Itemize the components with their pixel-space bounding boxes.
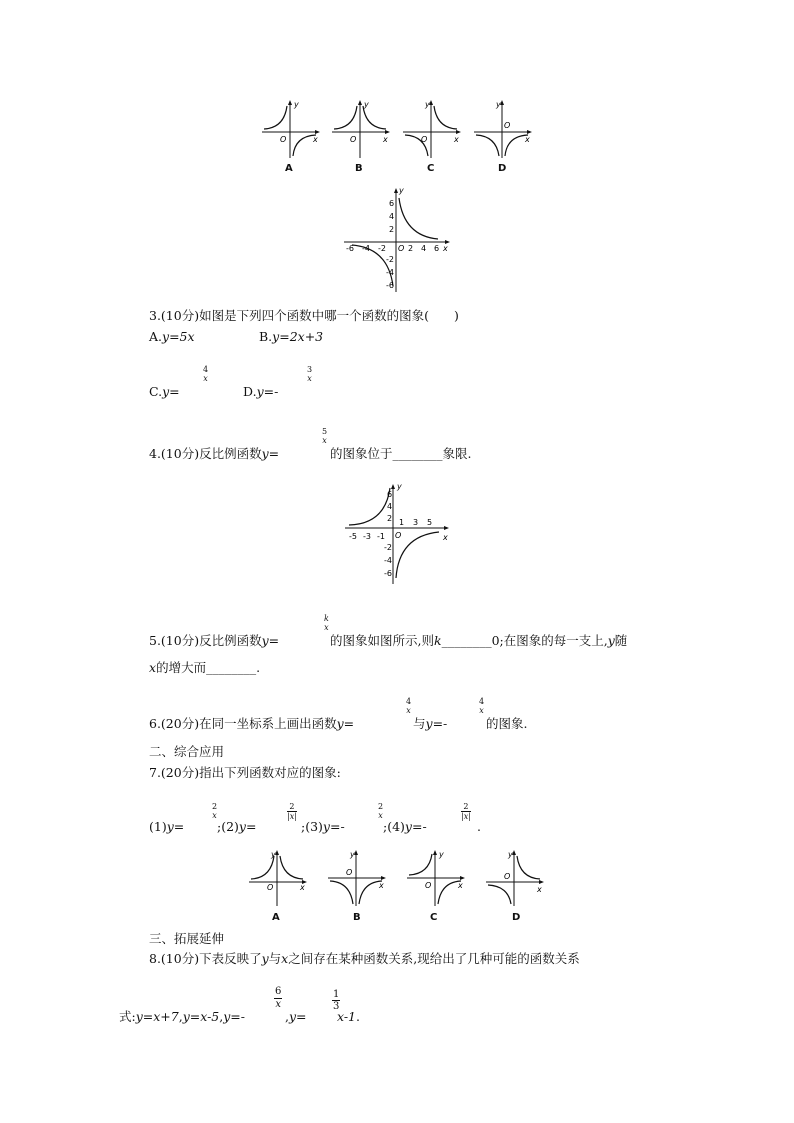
svg-text:O: O: [346, 868, 353, 877]
q3-c-fraction: 4 x: [203, 365, 209, 383]
label-c-top: C: [427, 163, 435, 174]
svg-text:-2: -2: [378, 244, 386, 253]
svg-text:O: O: [395, 531, 402, 540]
q6-mid: 与y=-: [413, 716, 448, 731]
svg-text:-4: -4: [384, 556, 392, 565]
label-b-q7: B: [353, 912, 361, 923]
q6-fraction-1: 4 x: [406, 697, 412, 715]
q8-line2: 式:y=x+7,y=x-5,y=-: [119, 1009, 246, 1024]
q7-fraction-3: 2 x: [378, 802, 384, 820]
graph-c-top: [403, 98, 463, 160]
svg-text:-5: -5: [349, 532, 357, 541]
q5-line1-rest: 的图象如图所示,则k________0;在图象的每一支上,y随: [330, 633, 628, 648]
section-2-heading: 二、综合应用: [149, 744, 225, 759]
q5-line2: x的增大而________.: [149, 660, 261, 675]
svg-text:-2: -2: [386, 255, 394, 264]
svg-text:x: x: [300, 883, 305, 892]
svg-text:O: O: [421, 135, 428, 144]
svg-text:y: y: [439, 850, 444, 859]
svg-text:2: 2: [389, 225, 395, 234]
axis-x: x: [313, 135, 318, 144]
graph-b-top: [332, 98, 392, 160]
q3-option-d: D.y=-: [243, 384, 279, 399]
svg-text:x: x: [443, 533, 448, 542]
q5-figure: [343, 480, 455, 586]
svg-text:y: y: [496, 100, 501, 109]
svg-text:-2: -2: [384, 543, 392, 552]
q7-items: (1)y=: [149, 819, 185, 834]
q6-fraction-2: 4 x: [479, 697, 485, 715]
q4-text: 4.(10分)反比例函数y=: [149, 446, 280, 461]
svg-text:x: x: [379, 881, 384, 890]
svg-text:O: O: [504, 121, 511, 130]
q8-fraction-1-3: 1 3: [333, 989, 340, 1012]
graph-a-q7: [249, 848, 309, 908]
q3-option-b: B.y=2x+3: [259, 329, 324, 344]
svg-text:-4: -4: [362, 244, 370, 253]
q3-stem: 3.(10分)如图是下列四个函数中哪一个函数的图象( ): [149, 308, 459, 323]
graph-b-q7: [328, 848, 388, 908]
label-b-top: B: [355, 163, 363, 174]
q7-stem: 7.(20分)指出下列函数对应的图象:: [149, 765, 341, 780]
q6-post: 的图象.: [486, 716, 528, 731]
svg-text:4: 4: [387, 502, 393, 511]
svg-text:O: O: [398, 244, 405, 253]
q3-d-fraction: 3 x: [307, 365, 313, 383]
svg-text:x: x: [383, 135, 388, 144]
svg-text:O: O: [425, 881, 432, 890]
svg-text:-6: -6: [384, 569, 392, 578]
q7-fraction-1: 2 x: [212, 802, 218, 820]
svg-text:-3: -3: [363, 532, 371, 541]
svg-text:y: y: [397, 482, 402, 491]
svg-text:1: 1: [399, 518, 405, 527]
svg-text:x: x: [458, 881, 463, 890]
svg-text:y: y: [508, 850, 513, 859]
svg-text:x: x: [537, 885, 542, 894]
svg-text:2: 2: [408, 244, 414, 253]
svg-text:y: y: [364, 100, 369, 109]
svg-text:y: y: [425, 100, 430, 109]
label-d-top: D: [498, 163, 507, 174]
section-3-heading: 三、拓展延伸: [149, 931, 225, 946]
axis-o: O: [280, 135, 287, 144]
svg-text:x: x: [525, 135, 530, 144]
graph-d-q7: [486, 848, 546, 908]
q8-line1: 8.(10分)下表反映了y与x之间存在某种函数关系,现给出了几种可能的函数关系: [149, 951, 580, 966]
svg-text:O: O: [267, 883, 274, 892]
q3-option-a: A.y=5x: [149, 329, 195, 344]
q5-line1: 5.(10分)反比例函数y=: [149, 633, 280, 648]
label-d-q7: D: [512, 912, 521, 923]
label-a-q7: A: [272, 912, 280, 923]
q7-fraction-2: 2 |x|: [287, 802, 297, 821]
q4-fraction: 5 x: [322, 427, 328, 445]
q3-figure: [342, 184, 454, 294]
svg-text:y: y: [271, 850, 276, 859]
axis-y: y: [294, 100, 299, 109]
label-a-top: A: [285, 163, 293, 174]
q5-fraction: k x: [324, 614, 329, 632]
graph-d-top: [474, 98, 534, 160]
svg-text:O: O: [350, 135, 357, 144]
svg-text:6: 6: [434, 244, 440, 253]
svg-text:O: O: [504, 872, 511, 881]
svg-text:-1: -1: [377, 532, 385, 541]
svg-text:y: y: [350, 850, 355, 859]
q8-fraction-6x: 6 x: [275, 986, 282, 1010]
q7-fraction-4: 2 |x|: [461, 802, 471, 821]
svg-text:4: 4: [389, 212, 395, 221]
svg-text:5: 5: [427, 518, 433, 527]
svg-text:3: 3: [413, 518, 419, 527]
q3-option-c: C.y=: [149, 384, 180, 399]
svg-text:x: x: [454, 135, 459, 144]
svg-text:-4: -4: [386, 268, 394, 277]
label-c-q7: C: [430, 912, 438, 923]
graph-a-top: [262, 98, 322, 160]
svg-text:6: 6: [387, 490, 393, 499]
svg-text:-6: -6: [386, 281, 394, 290]
svg-text:4: 4: [421, 244, 427, 253]
graph-c-q7: [407, 848, 467, 908]
q4-post: 的图象位于________象限.: [330, 446, 472, 461]
svg-text:-6: -6: [346, 244, 354, 253]
svg-text:6: 6: [389, 199, 395, 208]
svg-text:y: y: [399, 186, 404, 195]
svg-text:2: 2: [387, 514, 393, 523]
svg-text:x: x: [443, 244, 448, 253]
q6-text: 6.(20分)在同一坐标系上画出函数y=: [149, 716, 355, 731]
